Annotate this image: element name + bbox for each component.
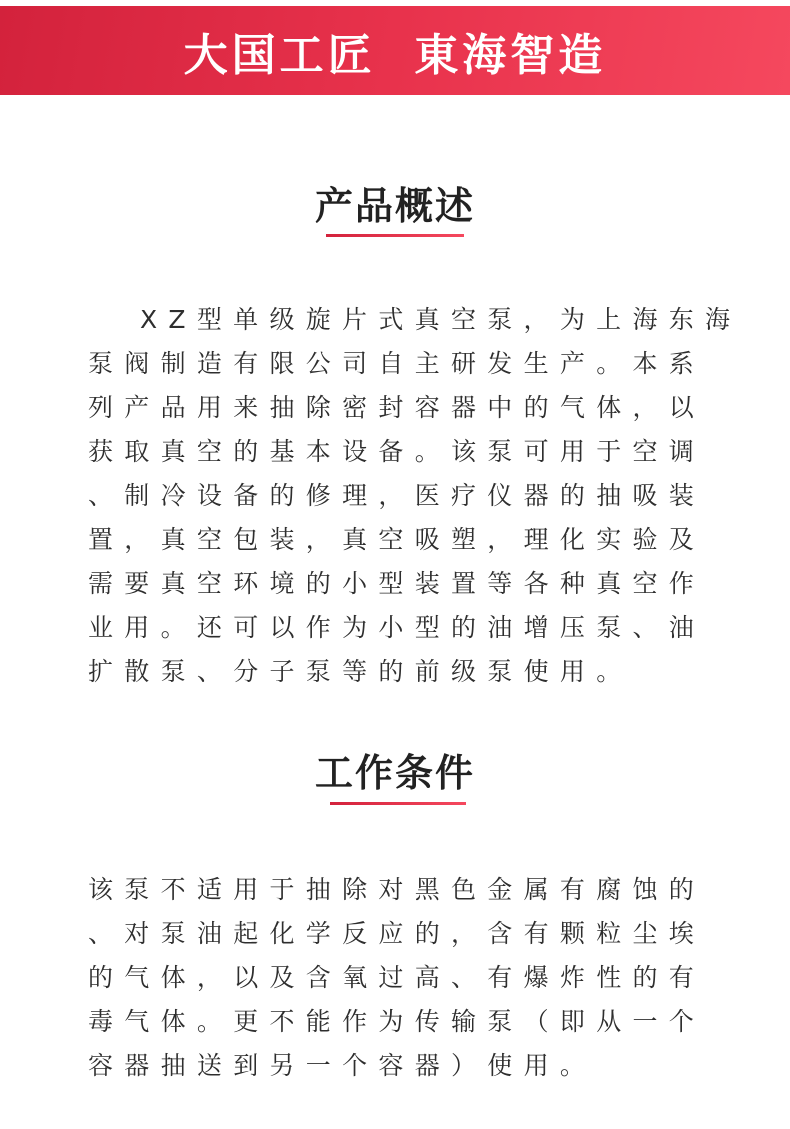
text-line: 毒气体。更不能作为传输泵（即从一个 <box>88 1007 706 1036</box>
text-line: 、对泵油起化学反应的，含有颗粒尘埃 <box>88 919 706 948</box>
banner-title: 大国工匠 東海智造 <box>183 29 607 81</box>
text-line: 的气体，以及含氧过高、有爆炸性的有 <box>88 963 706 992</box>
text-line: 列产品用来抽除密封容器中的气体，以 <box>88 393 706 422</box>
text-line: XZ型单级旋片式真空泵，为上海东海 <box>140 305 742 334</box>
section-title-overview: 产品概述 <box>314 184 475 228</box>
section-title-conditions: 工作条件 <box>314 751 475 795</box>
title-underline <box>326 234 464 237</box>
text-line: 置，真空包装，真空吸塑，理化实验及 <box>88 525 706 554</box>
text-line: 获取真空的基本设备。该泵可用于空调 <box>88 437 706 466</box>
text-line: 需要真空环境的小型装置等各种真空作 <box>88 569 706 598</box>
overview-paragraph <box>88 298 742 694</box>
header-banner <box>0 6 790 95</box>
text-line: 容器抽送到另一个容器）使用。 <box>88 1051 597 1080</box>
text-line: 业用。还可以作为小型的油增压泵、油 <box>88 613 706 642</box>
conditions-paragraph <box>88 868 728 1088</box>
text-line: 扩散泵、分子泵等的前级泵使用。 <box>88 657 633 686</box>
title-underline <box>330 802 466 805</box>
text-line: 该泵不适用于抽除对黑色金属有腐蚀的 <box>88 875 706 904</box>
text-line: 泵阀制造有限公司自主研发生产。本系 <box>88 349 706 378</box>
text-line: 、制冷设备的修理，医疗仪器的抽吸装 <box>88 481 706 510</box>
